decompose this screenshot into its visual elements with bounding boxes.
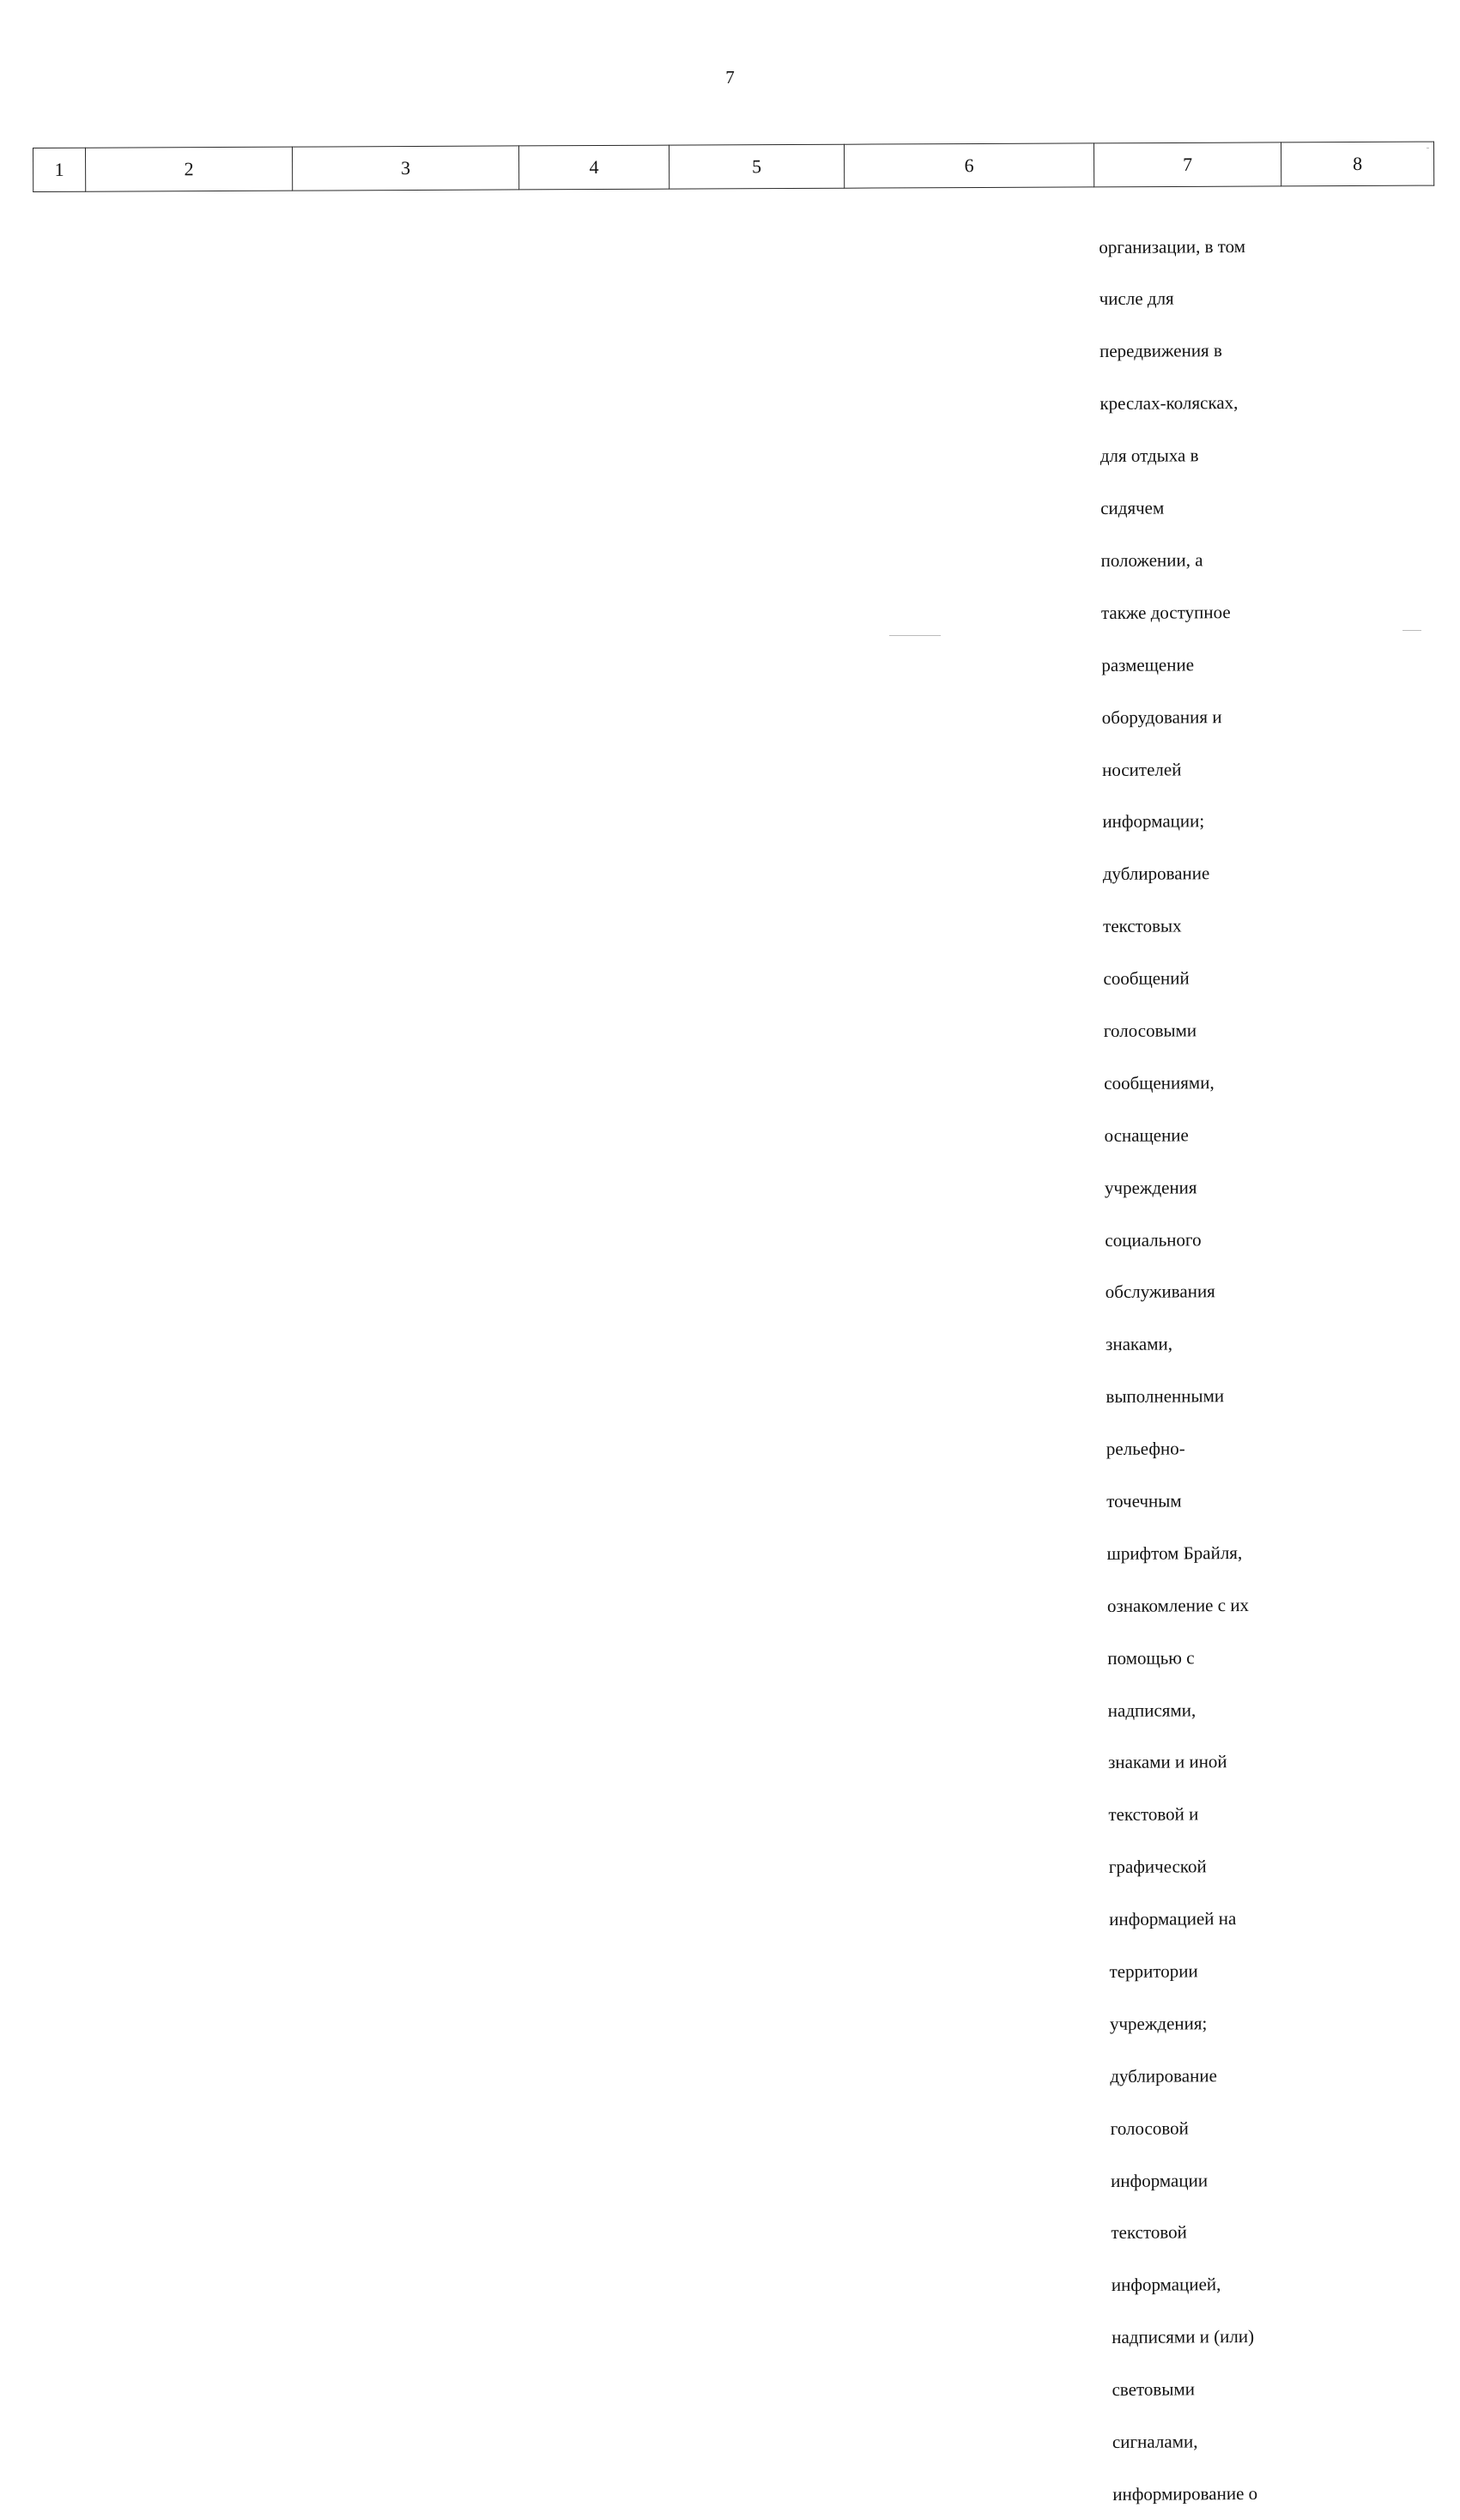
text-line: размещение bbox=[1101, 654, 1195, 675]
column-number-5: 5 bbox=[669, 144, 844, 189]
text-line: носителей bbox=[1101, 758, 1182, 780]
text-line: знаками и иной bbox=[1108, 1751, 1227, 1773]
text-line: сообщениями, bbox=[1104, 1072, 1215, 1093]
text-line: оснащение bbox=[1104, 1124, 1189, 1146]
text-line: организации, в том bbox=[1099, 235, 1246, 257]
column-number-7: 7 bbox=[1093, 142, 1281, 187]
text-line: информации; bbox=[1102, 810, 1205, 833]
text-line: учреждения; bbox=[1109, 2013, 1208, 2034]
text-line: территории bbox=[1109, 1960, 1198, 1982]
column-number-4: 4 bbox=[518, 145, 669, 190]
text-line: учреждения bbox=[1104, 1176, 1197, 1198]
text-line: информации bbox=[1110, 2169, 1209, 2191]
text-line: социального bbox=[1105, 1228, 1202, 1251]
scan-speck bbox=[889, 635, 941, 636]
text-line: передвижения в bbox=[1099, 340, 1222, 362]
text-line: также доступное bbox=[1100, 601, 1231, 623]
text-line: сидячем bbox=[1100, 497, 1165, 519]
text-line: шрифтом Брайля, bbox=[1106, 1542, 1243, 1564]
text-line: точечным bbox=[1106, 1490, 1182, 1511]
text-line: для отдыха в bbox=[1100, 445, 1199, 467]
text-line: текстовой и bbox=[1108, 1803, 1199, 1826]
text-line: знаками, bbox=[1106, 1333, 1173, 1355]
column-number-1: 1 bbox=[33, 148, 86, 191]
page-number: 7 bbox=[725, 67, 735, 88]
text-line: выполненными bbox=[1106, 1385, 1225, 1408]
text-line: надписями и (или) bbox=[1112, 2326, 1255, 2348]
text-line: рельефно- bbox=[1106, 1438, 1185, 1460]
scan-speck bbox=[1402, 630, 1421, 631]
text-line: графической bbox=[1108, 1856, 1207, 1878]
column-7-cell-text bbox=[1099, 203, 1310, 2520]
text-line: дублирование bbox=[1110, 2064, 1217, 2087]
text-line: дублирование bbox=[1102, 863, 1210, 885]
text-line: световыми bbox=[1112, 2378, 1196, 2401]
text-line: числе для bbox=[1099, 288, 1174, 310]
column-number-2: 2 bbox=[86, 147, 293, 191]
text-line: текстовой bbox=[1111, 2221, 1187, 2244]
column-number-8: 8 bbox=[1281, 142, 1433, 186]
text-line: информацией, bbox=[1111, 2274, 1221, 2296]
text-line: голосовыми bbox=[1103, 1020, 1197, 1041]
text-line: положении, а bbox=[1100, 549, 1203, 571]
text-line: обслуживания bbox=[1105, 1281, 1215, 1303]
text-line: сообщений bbox=[1103, 967, 1190, 990]
text-line: ознакомление с их bbox=[1106, 1594, 1250, 1616]
text-line: оборудования и bbox=[1101, 706, 1222, 728]
text-line: голосовой bbox=[1110, 2117, 1189, 2139]
text-line: информацией на bbox=[1109, 1908, 1237, 1930]
header-row bbox=[33, 142, 1434, 191]
text-line: текстовых bbox=[1103, 915, 1182, 937]
text-line: помощью с bbox=[1107, 1646, 1195, 1669]
text-line: информирование о bbox=[1112, 2482, 1258, 2505]
text-line: надписями, bbox=[1107, 1699, 1196, 1721]
column-number-6: 6 bbox=[844, 143, 1093, 188]
column-header-table bbox=[33, 142, 1434, 192]
text-line: сигналами, bbox=[1112, 2431, 1198, 2452]
column-number-3: 3 bbox=[292, 146, 518, 191]
text-line: креслах-колясках, bbox=[1100, 392, 1239, 415]
